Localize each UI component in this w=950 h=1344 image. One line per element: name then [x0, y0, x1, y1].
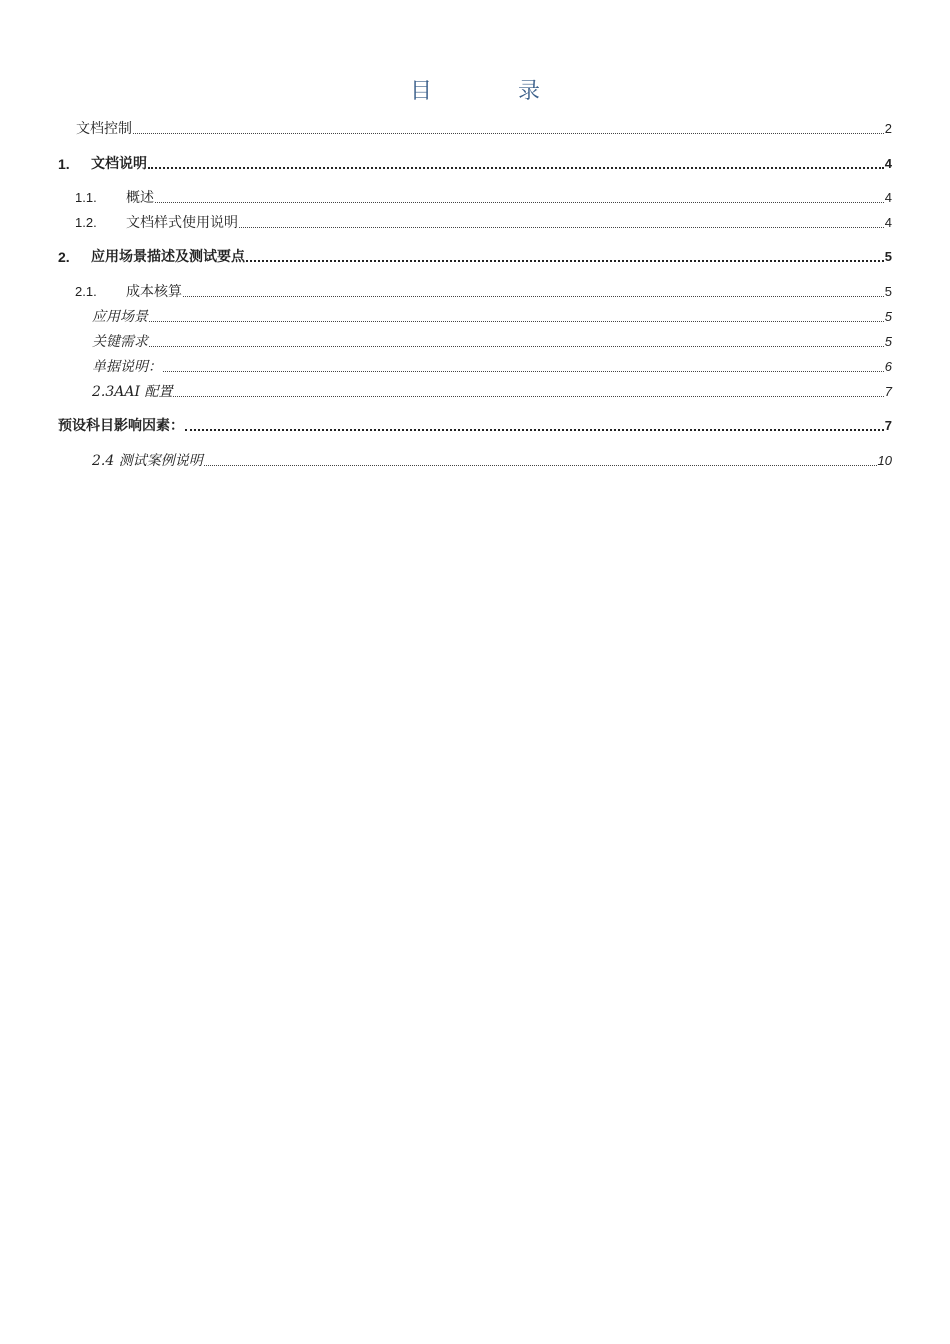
toc-entry-page: 7: [884, 418, 892, 433]
toc-dot-leader: [149, 346, 884, 347]
toc-entry-number: 1.2.: [75, 215, 97, 230]
toc-entry-page: 5: [884, 284, 892, 299]
toc-dot-leader: [204, 465, 877, 466]
toc-dot-leader: [163, 371, 884, 372]
toc-entry-page: 5: [884, 334, 892, 349]
toc-dot-leader: [133, 133, 884, 134]
toc-entry-document-control[interactable]: [76, 118, 892, 138]
toc-entry-key-requirements[interactable]: [92, 331, 892, 351]
toc-entry-page: 2: [884, 121, 892, 136]
toc-entry-section-1-2[interactable]: [75, 212, 892, 232]
toc-title-part2: 录: [518, 79, 541, 104]
toc-dot-leader: [155, 202, 884, 203]
toc-entry-page: 4: [884, 190, 892, 205]
toc-entry-number: 2.1.: [75, 284, 97, 299]
toc-entry-page: 7: [884, 384, 892, 399]
toc-dot-leader: [149, 321, 884, 322]
toc-dot-leader: [173, 396, 883, 397]
toc-entry-label: 文档说明: [91, 156, 147, 172]
toc-entry-page: 4: [884, 156, 892, 171]
toc-entry-page: 5: [884, 249, 892, 264]
toc-entry-number: 1.1.: [75, 190, 97, 205]
toc-entry-page: 10: [877, 453, 892, 468]
toc-dot-leader: [183, 296, 884, 297]
toc-entry-aai-config[interactable]: [92, 381, 892, 401]
toc-entry-label: 概述: [126, 190, 154, 206]
toc-dot-leader: [239, 227, 884, 228]
toc-entry-document-notes[interactable]: [92, 356, 892, 376]
toc-dot-leader: [185, 429, 884, 431]
toc-dot-leader: [246, 260, 884, 262]
toc-entry-label: 关键需求: [92, 334, 148, 350]
toc-entry-label: 文档控制: [76, 121, 132, 137]
toc-dot-leader: [148, 167, 884, 169]
toc-entry-application-scenario[interactable]: [92, 306, 892, 326]
toc-entry-section-1[interactable]: [58, 153, 892, 173]
toc-entry-label: 2.3AAI 配置: [92, 384, 173, 400]
toc-entry-label: 应用场景描述及测试要点: [91, 249, 245, 265]
toc-entry-page: 5: [884, 309, 892, 324]
toc-entry-number: 2.: [58, 249, 70, 265]
toc-entry-section-2-1[interactable]: [75, 281, 892, 301]
toc-title: [0, 74, 950, 105]
toc-entry-label: 成本核算: [126, 284, 182, 300]
toc-entry-number: 1.: [58, 156, 70, 172]
toc-entry-test-cases[interactable]: [92, 450, 892, 470]
toc-entry-page: 6: [884, 359, 892, 374]
toc-entry-preset-account-factors[interactable]: [58, 415, 892, 435]
toc-entry-label: 2.4 测试案例说明: [92, 453, 203, 469]
toc-entry-label: 单据说明：: [92, 359, 162, 375]
toc-entry-label: 文档样式使用说明: [126, 215, 238, 231]
toc-entry-page: 4: [884, 215, 892, 230]
toc-entry-section-1-1[interactable]: [75, 187, 892, 207]
toc-entry-section-2[interactable]: [58, 246, 892, 266]
toc-entry-label: 应用场景: [92, 309, 148, 325]
toc-title-part1: 目: [409, 79, 432, 104]
toc-entry-label: 预设科目影响因素：: [58, 418, 184, 434]
